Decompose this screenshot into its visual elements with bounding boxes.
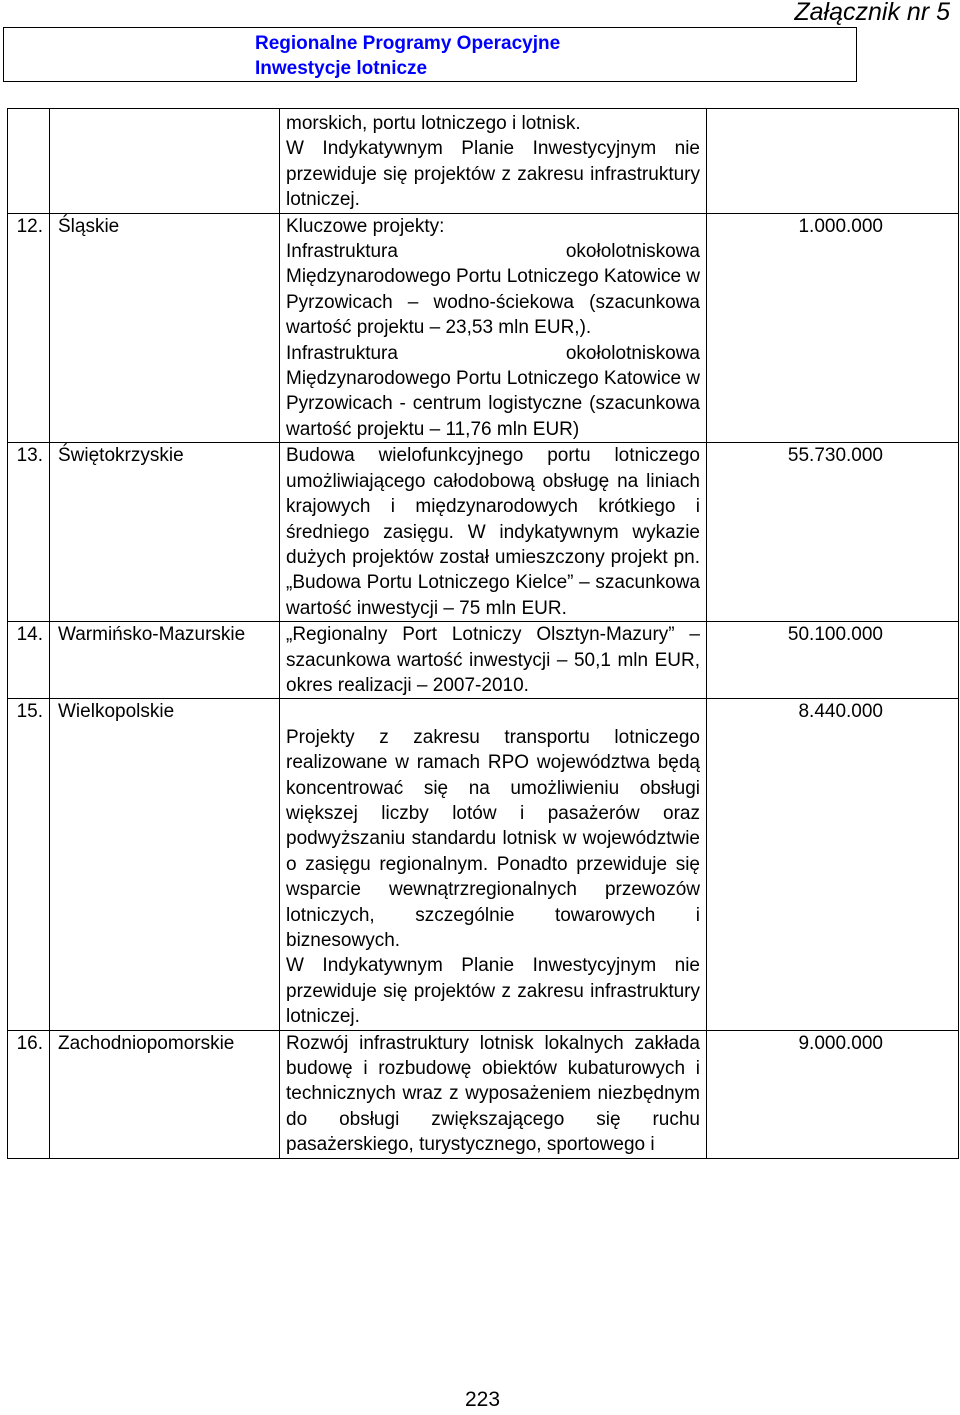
table-row [8, 1030, 959, 1158]
allocation-value: 9.000.000 [707, 1030, 959, 1158]
page-number: 223 [464, 1388, 501, 1411]
project-description [280, 699, 707, 1030]
allocation-value: 8.440.000 [707, 699, 959, 1030]
description-line: „Regionalny Port Lotniczy Olsztyn-Mazury” – szacunkowa wartość inwestycji – 50,1 mln EUR, okres realizacji – 2007-2010. [286, 624, 700, 696]
region-name [50, 109, 280, 214]
region-name: Warmińsko-Mazurskie [50, 622, 280, 699]
region-name: Wielkopolskie [50, 699, 280, 1030]
description-line: W Indykatywnym Planie Inwestycyjnym nie przewiduje się projektów z zakresu infrastruktury lotniczej. [286, 955, 700, 1028]
description-line [286, 699, 700, 724]
row-number [8, 109, 50, 214]
table-row [8, 213, 959, 443]
project-description [280, 109, 707, 214]
allocation-value: 50.100.000 [707, 622, 959, 699]
allocation-value: 55.730.000 [707, 443, 959, 622]
header-program-title: Regionalne Programy Operacyjne [255, 33, 561, 54]
allocation-value: 1.000.000 [707, 213, 959, 443]
project-description [280, 213, 707, 443]
description-line: Projekty z zakresu transportu lotniczego realizowane w ramach RPO województwa będą koncentrować się na umożliwieniu obsługi większej liczby lotów i pasażerów oraz podwyższaniu standardu lotnisk w województwie o zasięgu regionalnym. Ponadto przewiduje się wsparcie wewnątrzregionalnych przewozów lotniczych, szczególnie towarowych i biznesowych. [286, 726, 700, 951]
table-row [8, 443, 959, 622]
document-header [3, 27, 857, 82]
attachment-label: Załącznik nr 5 [794, 0, 950, 26]
investment-table [7, 108, 959, 1159]
region-name: Zachodniopomorskie [50, 1030, 280, 1158]
description-line: morskich, portu lotniczego i lotnisk. [286, 113, 581, 134]
row-number: 14. [8, 622, 50, 699]
project-description [280, 1030, 707, 1158]
description-line: Infrastruktura okołolotniskowa Międzynarodowego Portu Lotniczego Katowice w Pyrzowicach - centrum logistyczne (szacunkowa wartość projektu – 11,76 mln EUR) [286, 342, 701, 440]
allocation-value [707, 109, 959, 214]
region-name: Śląskie [50, 213, 280, 443]
project-description [280, 622, 707, 699]
description-line: Kluczowe projekty: [286, 215, 445, 237]
row-number: 16. [8, 1030, 50, 1158]
row-number: 12. [8, 213, 50, 443]
table-row [8, 699, 959, 1030]
header-section-title: Inwestycje lotnicze [255, 58, 428, 79]
table-row [8, 109, 959, 214]
description-line: W Indykatywnym Planie Inwestycyjnym nie przewiduje się projektów z zakresu infrastruktury lotniczej. [286, 138, 700, 211]
description-line: Budowa wielofunkcyjnego portu lotniczego umożliwiającego całodobową obsługę na liniach krajowych i międzynarodowych krótkiego i średniego zasięgu. W indykatywnym wykazie dużych projektów został umieszczony projekt pn. „Budowa Portu Lotniczego Kielce” – szacunkowa wartość inwestycji – 75 mln EUR. [286, 445, 700, 619]
table-row [8, 622, 959, 699]
region-name: Świętokrzyskie [50, 443, 280, 622]
project-description [280, 443, 707, 622]
row-number: 13. [8, 443, 50, 622]
row-number: 15. [8, 699, 50, 1030]
description-line: Rozwój infrastruktury lotnisk lokalnych zakłada budowę i rozbudowę obiektów kubaturowych i technicznych wraz z wyposażeniem niezbędnym do obsługi zwiększającego się ruchu pasażerskiego, turystycznego, sportowego i [286, 1032, 700, 1156]
description-line: Infrastruktura okołolotniskowa Międzynarodowego Portu Lotniczego Katowice w Pyrzowicach – wodno-ściekowa (szacunkowa wartość projektu – 23,53 mln EUR,). [286, 241, 701, 339]
